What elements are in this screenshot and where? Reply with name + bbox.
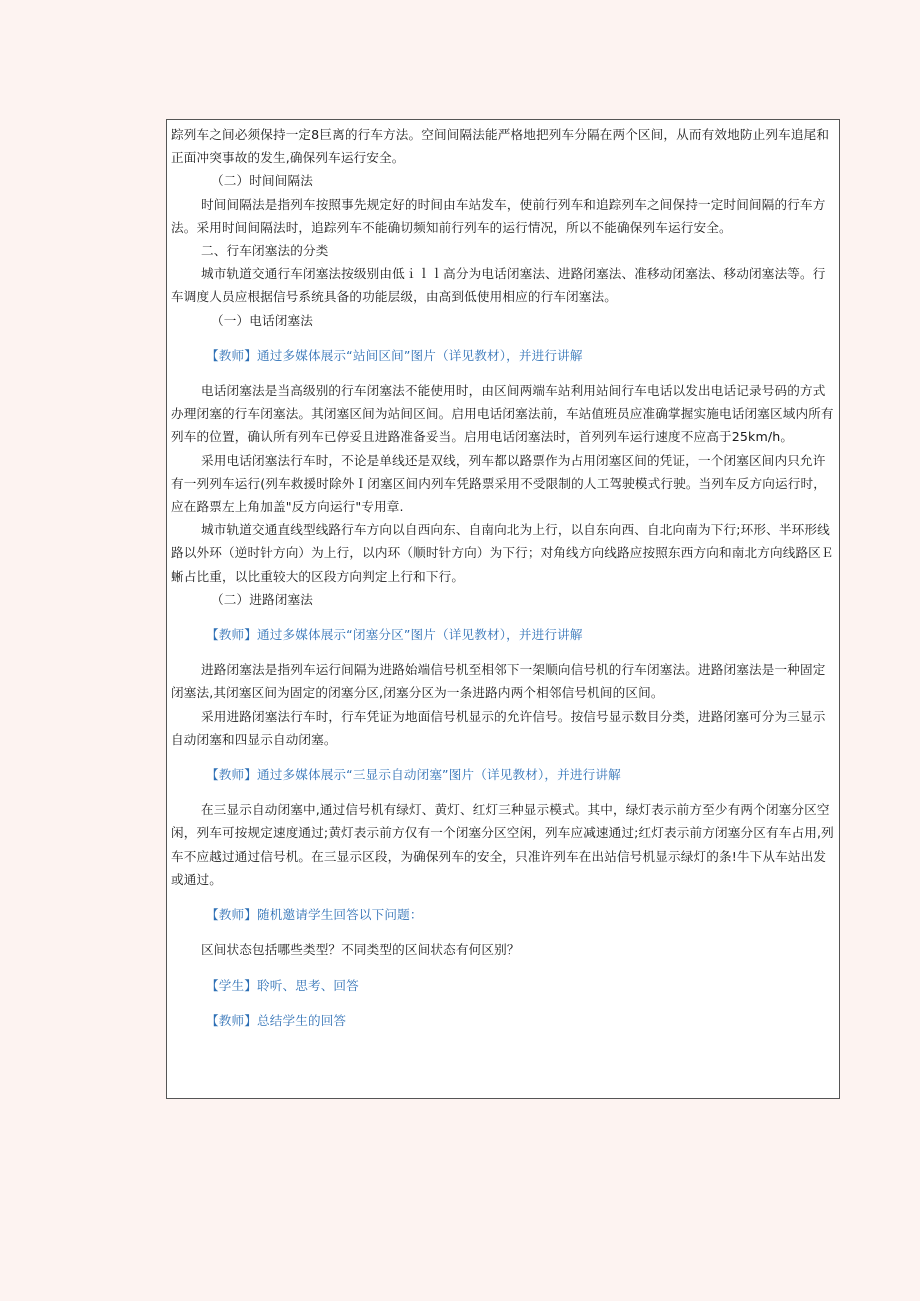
paragraph-route-block-definition: 进路闭塞法是指列车运行间隔为进路始端信号机至相邻下一架顺向信号机的行车闭塞法。进路闭塞法是一种固定闭塞法,其闭塞区间为固定的闭塞分区,闭塞分区为一条进路内两个相邻信号机间的区间。 xyxy=(171,662,826,701)
paragraph-telephone-block-operation: 采用电话闭塞法行车时，不论是单线还是双线，列车都以路票作为占用闭塞区间的凭证，一个闭塞区间内只允许有一列列车运行(列车救援时除外Ｉ闭塞区间内列车凭路票采用不受限制的人工驾驶模式行驶。当列车反方向运行时，应在路票左上角加盖"反方向运行"专用章. xyxy=(171,452,826,515)
teacher-note-three-aspect: 【教师】通过多媒体展示“三显示自动闭塞”图片（详见教材），并进行讲解 xyxy=(206,767,621,783)
paragraph-time-interval: 时间间隔法是指列车按照事先规定好的时间由车站发车，使前行列车和追踪列车之间保持一定时间间隔的行车方法。采用时间间隔法时，追踪列车不能确切频知前行列车的运行情况，所以不能确保列车运行安全。 xyxy=(171,196,826,235)
paragraph-telephone-block-definition: 电话闭塞法是当高级别的行车闭塞法不能使用时，由区间两端车站利用站间行车电话以发出电话记录号码的方式办理闭塞的行车闭塞法。其闭塞区间为站间区间。启用电话闭塞法前，车站值班员应准确掌握实施电话闭塞区域内所有列车的位置，确认所有列车已停妥且进路准备妥当。启用电话闭塞法时，首列列车运行速度不应高于25km/h。 xyxy=(171,383,834,445)
paragraph-space-interval-end: 踪列车之间必须保持一定8巨离的行车方法。空间间隔法能严格地把列车分隔在两个区间，从而有效地防止列车追尾和正面冲突事故的发生,确保列车运行安全。 xyxy=(171,127,830,166)
paragraph-three-aspect: 在三显示自动闭塞中,通过信号机有绿灯、黄灯、红灯三种显示模式。其中，绿灯表示前方至少有两个闭塞分区空闲，列车可按规定速度通过;黄灯表示前方仅有一个闭塞分区空闲，列车应减速通过;红灯表示前方闭塞分区有车占用,列车不应越过通过信号机。在三显示区段，为确保列车的安全，只准许列车在出站信号机显示绿灯的条!牛下从车站出发或通过。 xyxy=(171,802,834,887)
document-frame xyxy=(166,119,840,1099)
student-note-respond: 【学生】聆听、思考、回答 xyxy=(206,977,359,993)
teacher-note-invite-students: 【教师】随机邀请学生回答以下问题： xyxy=(206,907,423,923)
teacher-note-block-section: 【教师】通过多媒体展示“闭塞分区”图片（详见教材），并进行讲解 xyxy=(206,627,583,643)
teacher-note-station-interval: 【教师】通过多媒体展示“站间区间”图片（详见教材），并进行讲解 xyxy=(206,347,583,363)
paragraph-classification: 城市轨道交通行车闭塞法按级别由低ｉｌｌ高分为电话闭塞法、进路闭塞法、准移动闭塞法、移动闭塞法等。行车调度人员应根据信号系统具备的功能层级，由高到低使用相应的行车闭塞法。 xyxy=(171,266,826,305)
document-content xyxy=(167,120,839,1032)
heading-route-block: （二）进路闭塞法 xyxy=(211,591,313,607)
heading-time-interval: （二）时间间隔法 xyxy=(211,173,313,189)
teacher-note-summary: 【教师】总结学生的回答 xyxy=(206,1012,347,1028)
section-heading-classification: 二、行车闭塞法的分类 xyxy=(201,243,329,259)
paragraph-running-direction: 城市轨道交通直线型线路行车方向以自西向东、自南向北为上行，以自东向西、自北向南为下行;环形、半环形线路以外环（逆时针方向）为上行，以内环（顺时针方向）为下行；对角线方向线路应按照东西方向和南北方向线路区Ｅ蜥占比重，以比重较大的区段方向判定上行和下行。 xyxy=(171,522,834,584)
paragraph-route-block-signal: 采用进路闭塞法行车时，行车凭证为地面信号机显示的允许信号。按信号显示数目分类，进路闭塞可分为三显示自动闭塞和四显示自动闭塞。 xyxy=(171,708,826,747)
heading-telephone-block: （一）电话闭塞法 xyxy=(211,312,313,328)
question-interval-status: 区间状态包括哪些类型？不同类型的区间状态有何区别？ xyxy=(201,942,520,958)
